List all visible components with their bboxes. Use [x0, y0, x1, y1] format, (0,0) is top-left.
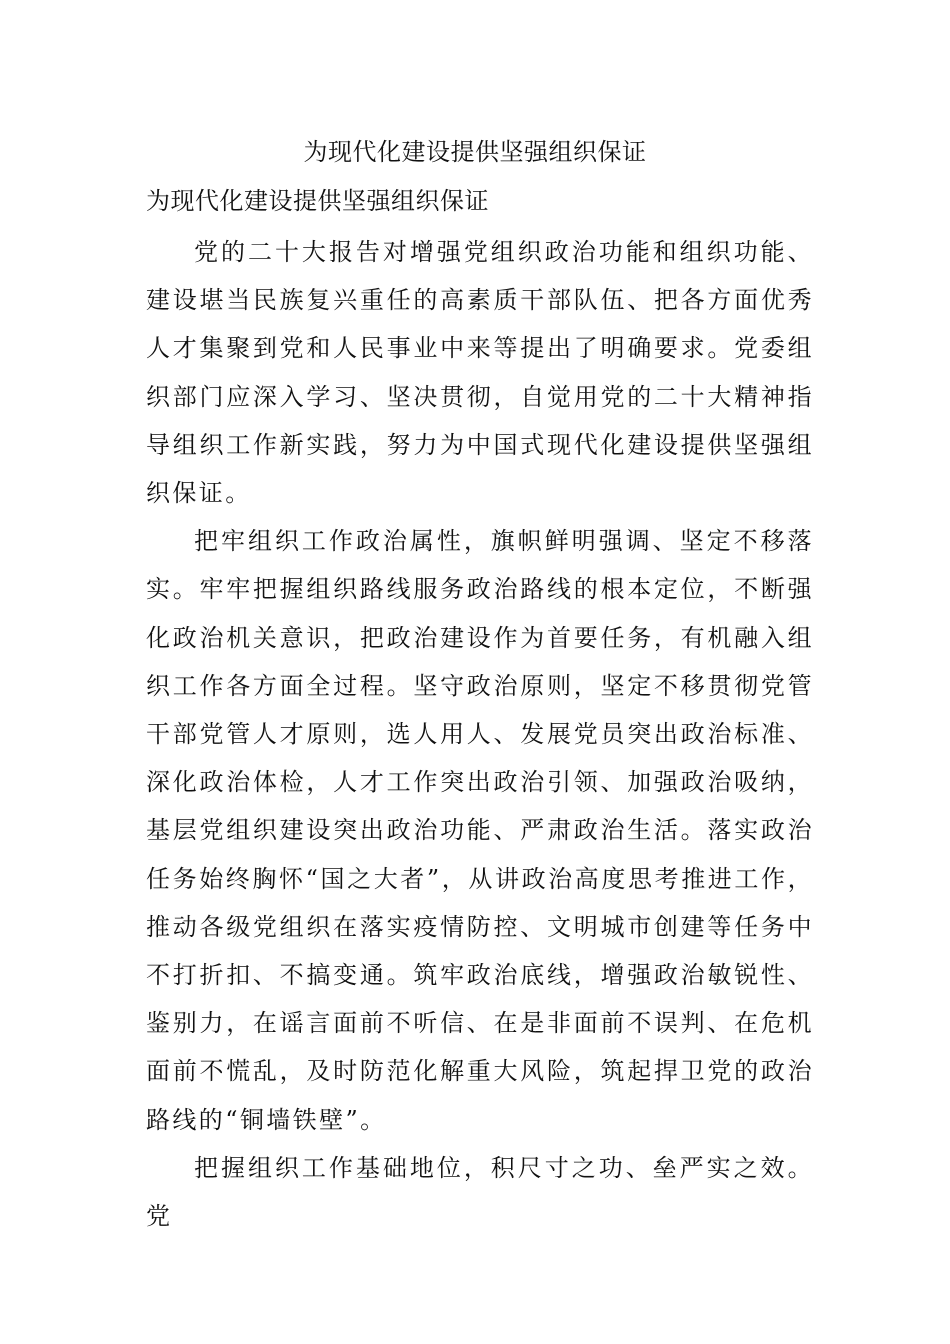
document-subtitle: 为现代化建设提供坚强组织保证 [146, 187, 489, 215]
paragraph: 把牢组织工作政治属性，旗帜鲜明强调、坚定不移落实。牢牢把握组织路线服务政治路线的根本定位，不断强化政治机关意识，把政治建设作为首要任务，有机融入组织工作各方面全过程。坚守政治原则，坚定不移贯彻党管干部党管人才原则，选人用人、发展党员突出政治标准、深化政治体检，人才工作突出政治引领、加强政治吸纳，基层党组织建设突出政治功能、严肃政治生活。落实政治任务始终胸怀“国之大者”，从讲政治高度思考推进工作，推动各级党组织在落实疫情防控、文明城市创建等任务中不打折扣、不搞变通。筑牢政治底线，增强政治敏锐性、鉴别力，在谣言面前不听信、在是非面前不误判、在危机面前不慌乱，及时防范化解重大风险，筑起捍卫党的政治路线的“铜墙铁壁”。 [146, 527, 814, 1134]
page-title: 为现代化建设提供坚强组织保证 [303, 138, 647, 166]
paragraph: 党的二十大报告对增强党组织政治功能和组织功能、建设堪当民族复兴重任的高素质干部队伍、把各方面优秀人才集聚到党和人民事业中来等提出了明确要求。党委组织部门应深入学习、坚决贯彻，自觉用党的二十大精神指导组织工作新实践，努力为中国式现代化建设提供坚强组织保证。 [146, 238, 814, 508]
paragraph: 把握组织工作基础地位，积尺寸之功、垒严实之效。党 [146, 1153, 814, 1231]
document-body [146, 228, 814, 1240]
